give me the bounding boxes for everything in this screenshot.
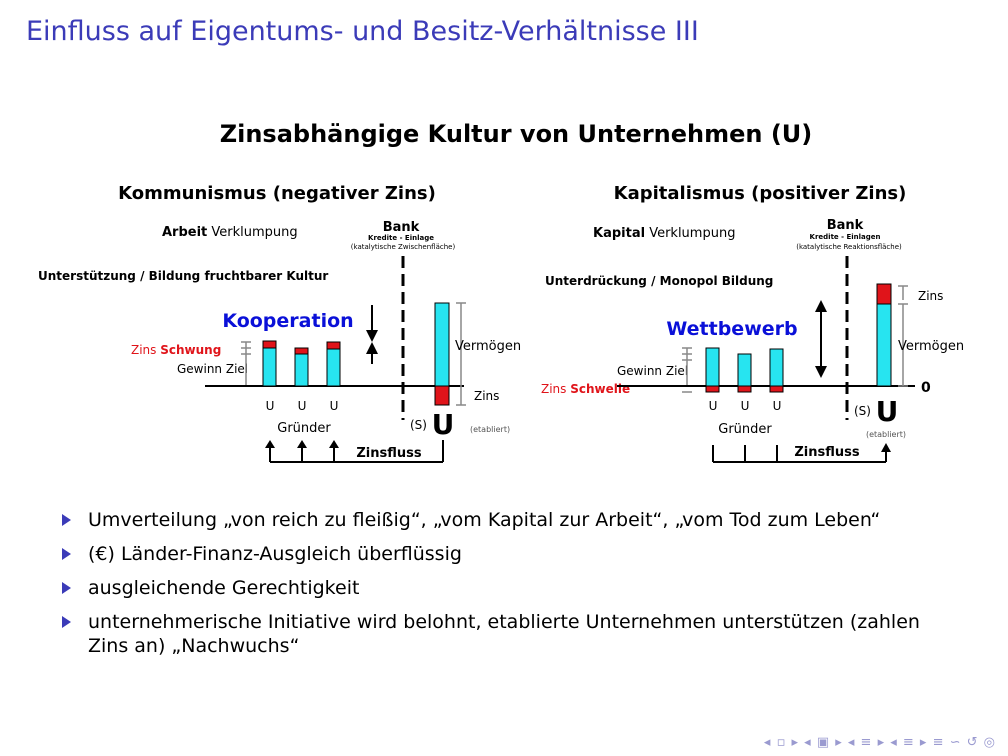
left-arbeit-rest: Verklumpung [207,225,298,240]
left-bank-sub2: (katalytische Zwischenfläche) [350,243,456,251]
left-zins-schwung [131,343,221,357]
right-bar-2 [738,354,751,386]
left-vermoegen: Vermögen [455,339,522,354]
right-bank: Bank [826,218,864,233]
bullet-marker-icon [62,548,71,560]
left-established-bar [435,303,449,386]
right-bank-sub: Kredite - Einlagen [809,233,881,241]
left-arbeit-bold: Arbeit [162,225,208,240]
left-etabliert: (etabliert) [470,425,511,434]
beamer-navigation-icons[interactable]: ◂ ▫ ▸ ◂ ▣ ▸ ◂ ≡ ▸ ◂ ≡ ▸ ≡ ∽ ↺ ◎ [763,735,996,750]
right-bar-2-interest [738,386,751,392]
left-heading: Kommunismus (negativer Zins) [118,183,436,204]
left-gruender: Gründer [277,421,331,436]
bullet-marker-icon [62,514,71,526]
left-zinsfluss-arrow-1 [265,440,275,448]
right-u-1: U [708,399,718,413]
left-schwung: Schwung [160,343,222,357]
bullet-item [62,576,942,600]
left-zinsfluss-arrow-3 [329,440,339,448]
left-bar-2-interest [295,348,308,354]
right-kapital-rest: Verklumpung [645,226,736,241]
bullet-item [62,610,942,658]
right-zins-prefix: Zins [541,382,571,396]
right-zins-schwelle [541,382,630,396]
left-u-2: U [297,399,307,413]
right-gewinn: Gewinn Ziel [617,364,689,378]
right-schwelle: Schwelle [570,382,631,396]
left-vermoegen-bracket [456,303,466,405]
right-bar-1-interest [706,386,719,392]
right-u-3: U [772,399,782,413]
right-s: (S) [854,404,871,418]
bullet-item [62,542,942,566]
right-gruender: Gründer [718,422,772,437]
bullet-text: (€) Länder-Finanz-Ausgleich überflüssig [88,543,462,565]
slide-title: Einfluss auf Eigentums- und Besitz-Verhältnisse III [26,16,699,47]
bullet-item [62,508,942,532]
left-arbeit-line [162,225,298,240]
bullet-text: Umverteilung „von reich zu fleißig“, „vom Kapital zur Arbeit“, „vom Tod zum Leben“ [88,509,881,531]
left-established-interest [435,386,449,405]
right-bar-3-interest [770,386,783,392]
left-u-3: U [329,399,339,413]
left-bar-1-interest [263,341,276,348]
left-s: (S) [410,418,427,432]
left-gewinn: Gewinn Ziel [177,362,249,376]
right-zero: 0 [921,380,931,396]
left-kooperation: Kooperation [222,310,354,332]
right-panel [541,183,964,462]
right-u-2: U [740,399,750,413]
right-zins-label: Zins [918,289,944,303]
right-vermoegen-bracket [898,286,908,386]
right-kapital-line [593,226,735,241]
left-bank-sub: Kredite - Einlage [368,234,434,242]
right-double-arrow-top [815,300,827,312]
right-established-interest [877,284,891,304]
left-zinsfluss-arrow-2 [297,440,307,448]
right-double-arrow-bottom [815,366,827,378]
right-bar-1 [706,348,719,386]
right-bar-3 [770,349,783,386]
left-zins-prefix: Zins [131,343,161,357]
left-panel [38,183,521,462]
right-vermoegen: Vermögen [898,339,965,354]
right-established-bar [877,304,891,386]
left-zinsfluss: Zinsfluss [356,446,422,461]
left-big-u: U [431,408,455,441]
right-wettbewerb: Wettbewerb [666,318,798,340]
left-u-1: U [265,399,275,413]
right-oppression: Unterdrückung / Monopol Bildung [545,274,774,288]
left-bar-3-interest [327,342,340,349]
left-zins-label: Zins [474,389,500,403]
right-big-u: U [875,395,899,428]
left-support: Unterstützung / Bildung fruchtbarer Kultur [38,269,329,283]
left-bank: Bank [382,220,420,235]
bullet-text: ausgleichende Gerechtigkeit [88,577,360,599]
right-kapital-bold: Kapital [593,226,646,241]
left-coop-arrow-down-head [366,330,378,342]
bullet-list [62,508,942,668]
bullet-marker-icon [62,616,71,628]
right-etabliert: (etabliert) [865,430,907,439]
right-zinsfluss-arrow [881,443,891,452]
right-zinsfluss: Zinsfluss [794,445,860,460]
bullet-marker-icon [62,582,71,594]
diagram-main-title: Zinsabhängige Kultur von Unternehmen (U) [219,120,813,148]
right-bank-sub2: (katalytische Reaktionsfläche) [796,243,902,251]
right-heading: Kapitalismus (positiver Zins) [613,183,907,204]
bullet-text: unternehmerische Initiative wird belohnt, etablierte Unternehmen unterstützen (zahlen Zins an) „Nachwuchs“ [88,611,920,657]
